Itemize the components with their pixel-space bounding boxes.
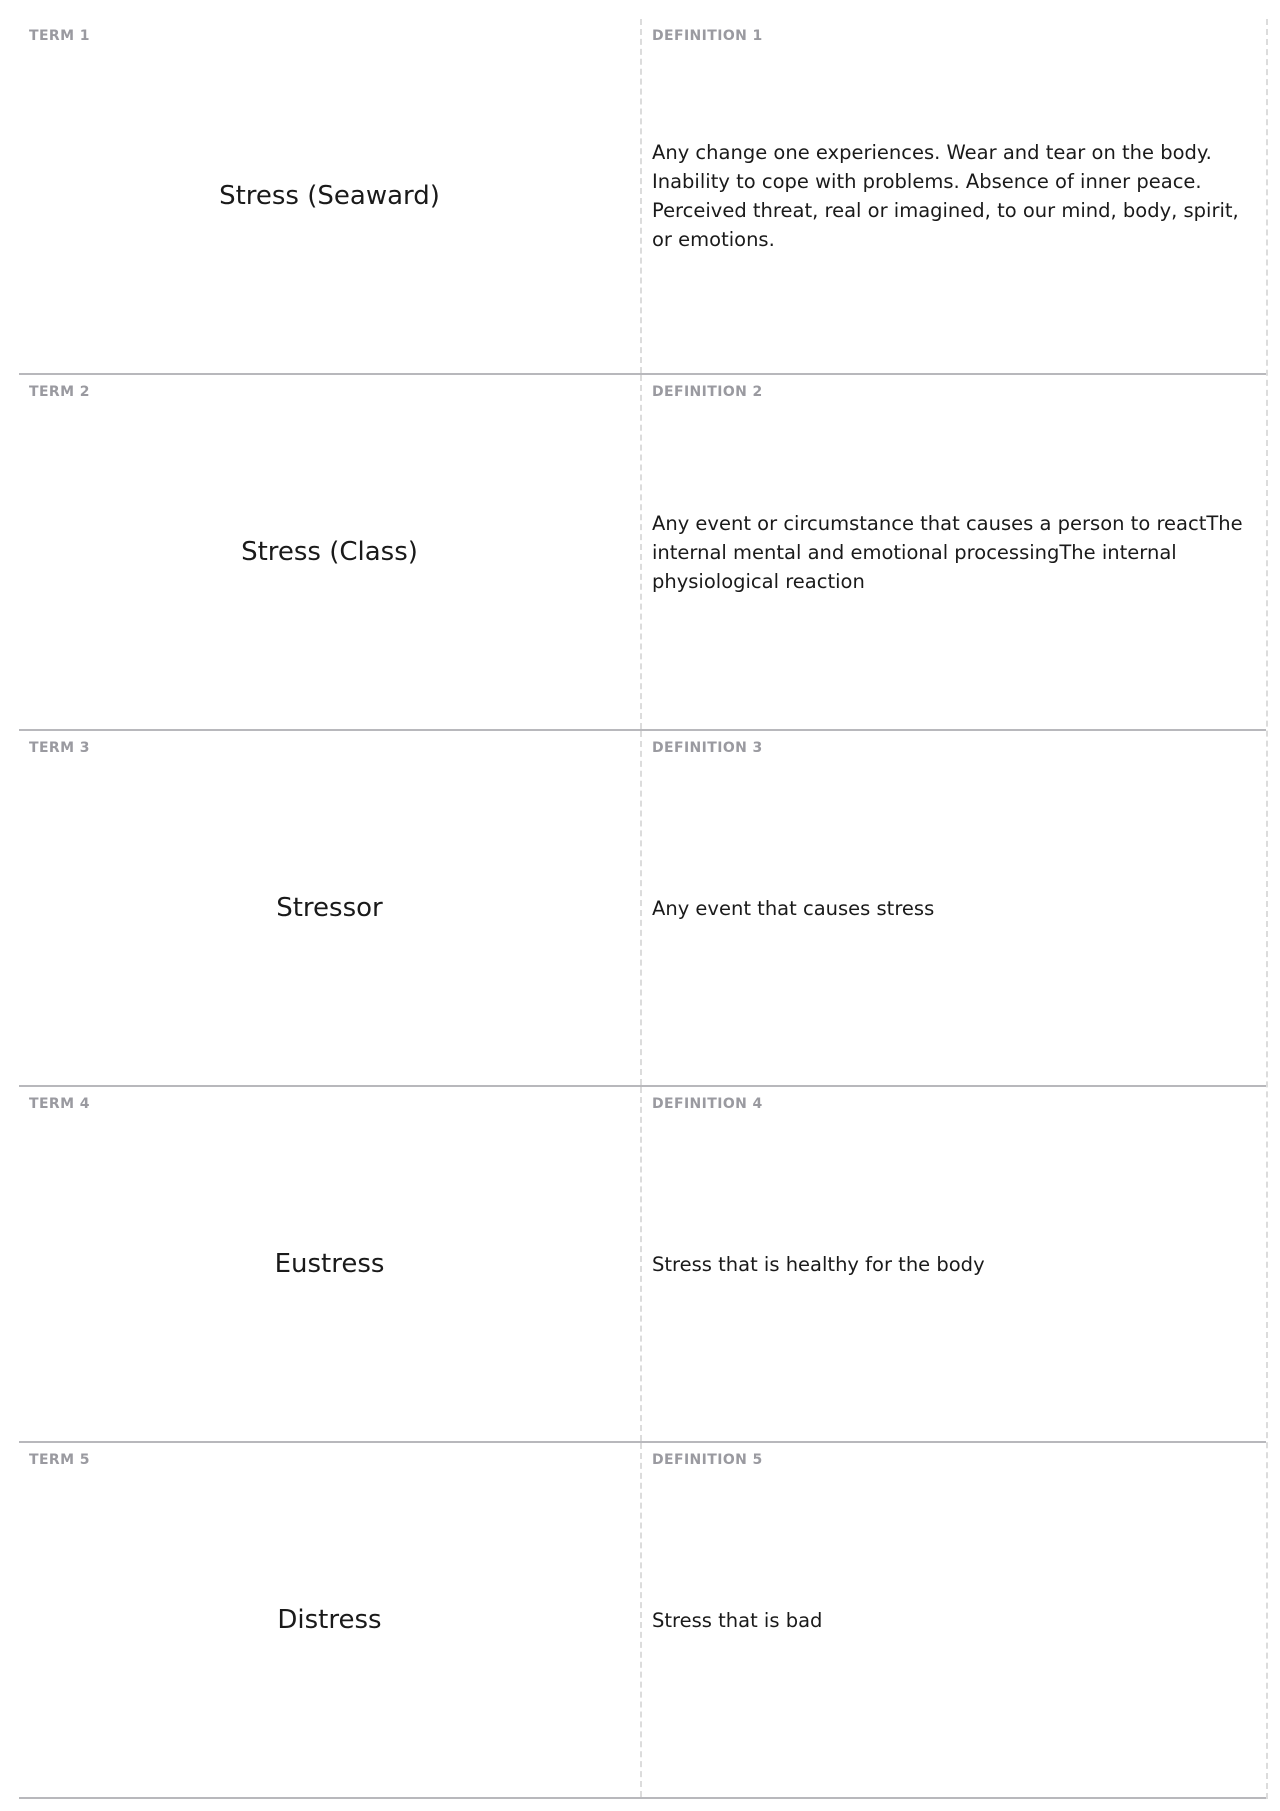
- flashcard-row: [19, 1443, 1266, 1799]
- definition-text-container: [652, 375, 1252, 729]
- definition-text: Any event or circumstance that causes a person to reactThe internal mental and emotional processingThe internal physiological reaction: [652, 511, 1243, 593]
- definition-text-container: [652, 731, 1252, 1085]
- definition-label: DEFINITION 5: [652, 1452, 763, 1468]
- term-label: TERM 1: [29, 28, 90, 44]
- definition-cell: [642, 375, 1266, 729]
- term-text: Stress (Seaward): [219, 181, 440, 211]
- term-text: Stress (Class): [241, 537, 418, 567]
- definition-text-container: [652, 1443, 1252, 1797]
- definition-text: Stress that is bad: [652, 1608, 823, 1632]
- definition-text: Any change one experiences. Wear and tear on the body. Inability to cope with problems. Absence of inner peace. Perceived threat, real or imagined, to our mind, body, spirit, or emotions.: [652, 141, 1239, 251]
- definition-text-container: [652, 19, 1252, 373]
- flashcard-row: [19, 375, 1266, 731]
- term-label: TERM 4: [29, 1096, 90, 1112]
- definition-label: DEFINITION 4: [652, 1096, 763, 1112]
- definition-cell: [642, 1087, 1266, 1441]
- term-cell: [19, 19, 642, 373]
- term-cell: [19, 375, 642, 729]
- flashcard-row: [19, 1087, 1266, 1443]
- definition-text-container: [652, 1087, 1252, 1441]
- flashcard-row: [19, 731, 1266, 1087]
- definition-cell: [642, 1443, 1266, 1797]
- definition-text: Stress that is healthy for the body: [652, 1252, 985, 1276]
- definition-label: DEFINITION 2: [652, 384, 763, 400]
- term-cell: [19, 731, 642, 1085]
- definition-cell: [642, 19, 1266, 373]
- definition-cell: [642, 731, 1266, 1085]
- term-text: Distress: [277, 1605, 382, 1635]
- term-label: TERM 2: [29, 384, 90, 400]
- term-label: TERM 5: [29, 1452, 90, 1468]
- term-cell: [19, 1443, 642, 1797]
- term-text: Eustress: [274, 1249, 385, 1279]
- definition-label: DEFINITION 3: [652, 740, 763, 756]
- definition-label: DEFINITION 1: [652, 28, 763, 44]
- term-cell: [19, 1087, 642, 1441]
- term-label: TERM 3: [29, 740, 90, 756]
- flashcard-row: [19, 19, 1266, 375]
- definition-text: Any event that causes stress: [652, 896, 935, 920]
- flashcard-sheet: [19, 19, 1268, 1799]
- term-text: Stressor: [276, 893, 383, 923]
